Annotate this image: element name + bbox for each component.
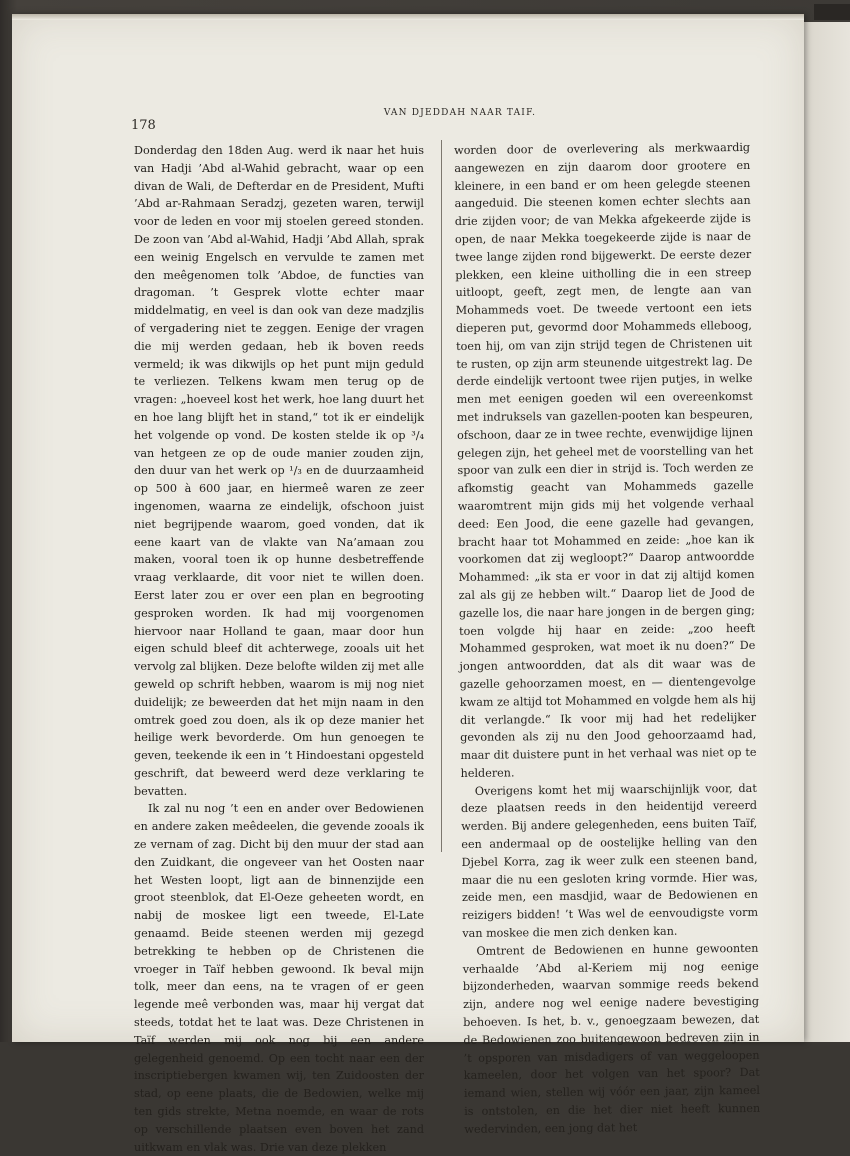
facing-page-edge bbox=[800, 22, 850, 1042]
paragraph: Donderdag den 18den Aug. werd ik naar het huis van Hadji ’Abd al-Wahid gebracht, waar op een divan de Wali, de Defterdar en de President, Mufti ’Abd ar-Rahmaan Seradzj, gezeten waren, terwijl voor de leden en voor mij stoelen gereed stonden. De zoon van ’Abd al-Wahid, Hadji ’Abd Allah, sprak een weinig Engelsch en vervulde te zamen met den meêgenomen tolk ’Abdoe, de functies van dragoman. ’t Gesprek vlotte echter maar middelmatig, en veel is dan ook van deze madzjlis of vergadering niet te zeggen. Eenige der vragen die mij werden gedaan, heb ik boven reeds vermeld; ik was dikwijls op het punt mijn geduld te verliezen. Telkens kwam men terug op de vragen: „hoeveel kost het werk, hoe lang duurt het en hoe lang blijft het in stand,“ tot ik er eindelijk het volgende op vond. De kosten stelde ik op ³/₄ van hetgeen ze op de oude manier zouden zijn, den duur van het werk op ¹/₃ en de duurzaamheid op 500 à 600 jaar, en hiermeê waren ze zeer ingenomen, waarna ze eindelijk, ofschoon juist niet begrijpende waarom, goed vonden, dat ik eene kaart van de vlakte van Na’amaan zou maken, vooral toen ik op hunne desbetreffende vraag verklaarde, dit voor niet te willen doen. Eerst later zou er over een plan en begrooting gesproken worden. Ik had mij voorgenomen hiervoor naar Holland te gaan, maar door hun eigen schuld bleef dit achterwege, zooals uit het vervolg zal blijken. Deze belofte wilden zij met alle geweld op schrift hebben, waarom is mij nog niet duidelijk; ze beweerden dat het mijn naam in den omtrek goed zou doen, als ik op deze manier het heilige werk bevorderde. Om hun genoegen te geven, teekende ik een in ’t Hindoestani opgesteld geschrift, dat beweerd werd deze verklaring te bevatten. bbox=[134, 144, 424, 798]
paragraph: worden door de overlevering als merkwaardig aangewezen en zijn daarom door grootere en kleinere, in een band er om heen gelegde steenen aangeduid. Die steenen komen echter slechts aan drie zijden voor; de van Mekka afgekeerde zijde is open, de naar Mekka toegekeerde zijde is naar de twee lange zijden rond bijgewerkt. De eerste dezer plekken, een kleine uitholling die in een streep uitloopt, geeft, zegt men, de lengte aan van Mohammeds voet. De tweede vertoont een iets dieperen put, gevormd door Mohammeds elleboog, toen hij, om van zijn strijd tegen de Christenen uit te rusten, op zijn arm steunende uitgestrekt lag. De derde eindelijk vertoont twee rijen putjes, in welke men met eenigen goeden wil een overeenkomst met indruksels van gazellen-pooten kan bespeuren, ofschoon, daar ze in twee rechte, evenwijdige lijnen gelegen zijn, het geheel met de voorstelling van het spoor van zulk een dier in strijd is. Toch werden ze afkomstig geacht van Mohammeds gazelle waaromtrent mijn gids mij het volgende verhaal deed: Een Jood, die eene gazelle had gevangen, bracht haar tot Mohammed en zeide: „hoe kan ik voorkomen dat zij wegloopt?“ Daarop antwoordde Mohammed: „ik sta er voor in dat zij altijd komen zal als gij ze hebben wilt.“ Daarop liet de Jood de gazelle los, die naar hare jongen in de bergen ging; toen volgde hij haar en zeide: „zoo heeft Mohammed gesproken, wat moet ik nu doen?“ De jongen antwoordden, dat als dit waar was de gazelle gehoorzamen moest, en — dientengevolge kwam ze altijd tot Mohammed en volgde hem als hij dit verlangde.“ Ik voor mij had het redelijker gevonden als zij nu den Jood gehoorzaamd had, maar dit duistere punt in het verhaal was niet op te helderen. bbox=[454, 140, 757, 780]
paragraph: Overigens komt het mij waarschijnlijk voor, dat deze plaatsen reeds in den heidentijd vereerd werden. Bij andere gelegenheden, eens buiten Taïf, een andermaal op de oostelijke helling van den Djebel Korra, zag ik weer zulk een steenen band, maar die nu een gesloten kring vormde. Hier was, zeide men, een masdjid, waar de Bedowienen en reizigers bidden! ’t Was wel de eenvoudigste vorm van moskee die men zich denken kan. bbox=[460, 781, 759, 941]
page-top-shadow bbox=[12, 14, 804, 20]
left-column bbox=[134, 142, 424, 1156]
running-head: VAN DJEDDAH NAAR TAIF. bbox=[383, 108, 537, 118]
page-number: 178 bbox=[131, 118, 156, 133]
paragraph: Omtrent de Bedowienen en hunne gewoonten verhaalde ’Abd al-Keriem mij nog eenige bijzonderheden, waarvan sommige reeds bekend zijn, andere nog wel eenige nadere bevestiging behoeven. Is het, b. v., genoegzaam bewezen, dat de Bedowienen zoo buitengewoon bedreven zijn in ’t opsporen van misdadigers of van weggeloopen kameelen, door het volgen van het spoor? Dat iemand wien, stellen wij vóór een jaar, zijn kameel is ontstolen, en die het dier niet heeft kunnen wedervinden, een jong dat het bbox=[462, 941, 761, 1136]
column-divider bbox=[441, 140, 442, 852]
right-column bbox=[454, 139, 760, 1139]
scan-corner bbox=[814, 4, 850, 20]
paragraph: Ik zal nu nog ’t een en ander over Bedowienen en andere zaken meêdeelen, die gevende zooals ik ze vernam of zag. Dicht bij den muur der stad aan den Zuidkant, die ongeveer van het Oosten naar het Westen loopt, ligt aan de binnenzijde een groot steenblok, dat El-Oeze geheeten wordt, en nabij de moskee ligt een tweede, El-Late genaamd. Beide steenen werden mij gezegd betrekking te hebben op de Christenen die vroeger in Taïf hebben gewoond. Ik beval mijn tolk, meer dan eens, na te vragen of er geen legende meê verbonden was, maar hij vergat dat steeds, totdat het te laat was. Deze Christenen in Taïf werden mij ook nog bij een andere gelegenheid genoemd. Op een tocht naar een der inscriptiebergen kwamen wij, ten Zuidoosten der stad, op eene plaats, die de Bedowien, welke mij ten gids strekte, Metna noemde, en waar de rots op verschillende plaatsen even boven het zand uitkwam en vlak was. Drie van deze plekken bbox=[134, 802, 424, 1154]
